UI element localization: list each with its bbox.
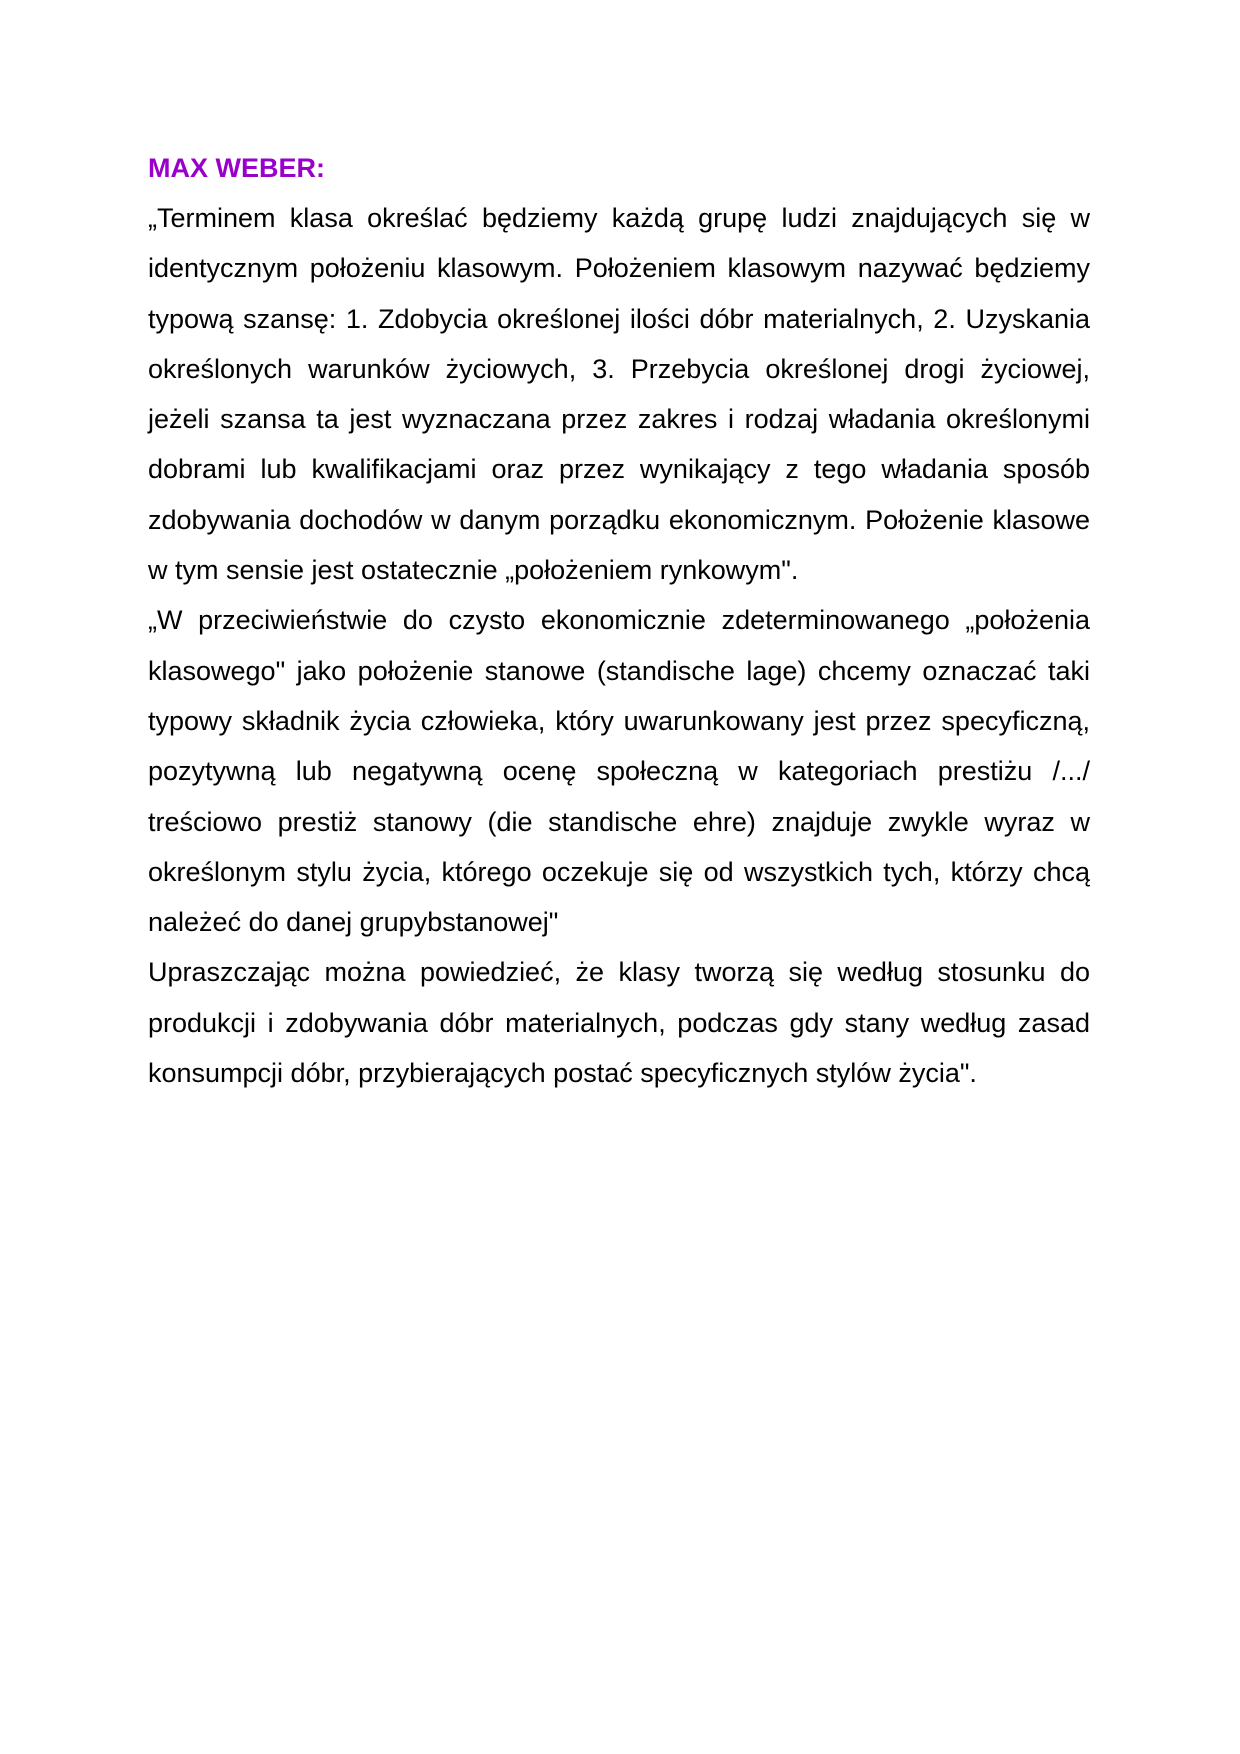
paragraph-class-definition: „Terminem klasa określać będziemy każdą grupę ludzi znajdujących się w identycznym położeniu klasowym. Położeniem klasowym nazywać będziemy typową szansę: 1. Zdobycia określonej ilości dóbr materialnych, 2. Uzyskania określonych warunków życiowych, 3. Przebycia określonej drogi życiowej, jeżeli szansa ta jest wyznaczana przez zakres i rodzaj władania określonymi dobrami lub kwalifikacjami oraz przez wynikający z tego władania sposób zdobywania dochodów w danym porządku ekonomicznym. Położenie klasowe w tym sensie jest ostatecznie „położeniem rynkowym".	[148, 203, 1090, 586]
document-heading: MAX WEBER:	[148, 153, 325, 183]
paragraph-status-definition: „W przeciwieństwie do czysto ekonomicznie zdeterminowanego „położenia klasowego" jako położenie stanowe (standische lage) chcemy oznaczać taki typowy składnik życia człowieka, który uwarunkowany jest przez specyficzną, pozytywną lub negatywną ocenę społeczną w kategoriach prestiżu /.../ treściowo prestiż stanowy (die standische ehre) znajduje zwykle wyraz w określonym stylu życia, którego oczekuje się od wszystkich tych, którzy chcą należeć do danej grupybstanowej"	[148, 605, 1090, 938]
document-page	[148, 143, 1090, 1098]
paragraph-summary: Upraszczając można powiedzieć, że klasy tworzą się według stosunku do produkcji i zdobywania dóbr materialnych, podczas gdy stany według zasad konsumpcji dóbr, przybierających postać specyficznych stylów życia".	[148, 957, 1090, 1089]
